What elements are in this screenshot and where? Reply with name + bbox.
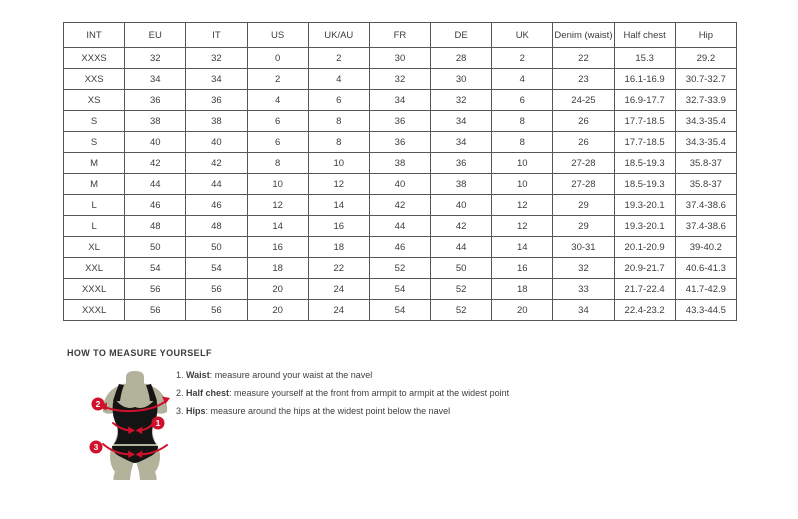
table-cell: 14	[308, 195, 369, 216]
hips-marker-number: 3	[93, 442, 99, 452]
table-cell: 56	[125, 300, 186, 321]
table-cell: 39-40.2	[675, 237, 736, 258]
table-cell: M	[64, 153, 125, 174]
table-row	[64, 237, 737, 258]
table-cell: 56	[125, 279, 186, 300]
table-cell: 32.7-33.9	[675, 90, 736, 111]
table-cell: 22.4-23.2	[614, 300, 675, 321]
table-cell: 8	[492, 132, 553, 153]
table-cell: 10	[492, 174, 553, 195]
table-cell: 8	[308, 132, 369, 153]
table-cell: 32	[369, 69, 430, 90]
table-cell: 44	[431, 237, 492, 258]
table-cell: 50	[186, 237, 247, 258]
table-cell: 34	[431, 111, 492, 132]
table-cell: 8	[308, 111, 369, 132]
table-cell: 2	[247, 69, 308, 90]
table-cell: 33	[553, 279, 614, 300]
table-cell: 30.7-32.7	[675, 69, 736, 90]
table-cell: 36	[369, 111, 430, 132]
table-cell: 8	[492, 111, 553, 132]
table-cell: 18	[308, 237, 369, 258]
table-cell: 24-25	[553, 90, 614, 111]
table-cell: M	[64, 174, 125, 195]
table-cell: 24	[308, 279, 369, 300]
table-cell: 23	[553, 69, 614, 90]
table-cell: 35.8-37	[675, 174, 736, 195]
table-cell: 56	[186, 300, 247, 321]
table-cell: 18.5-19.3	[614, 174, 675, 195]
table-cell: 40.6-41.3	[675, 258, 736, 279]
column-header: INT	[64, 23, 125, 48]
table-cell: 54	[369, 279, 430, 300]
measure-instruction-item: 1. Waist: measure around your waist at the navel	[176, 370, 373, 380]
table-cell: 36	[186, 90, 247, 111]
table-cell: XXXL	[64, 279, 125, 300]
table-cell: 4	[492, 69, 553, 90]
column-header: Half chest	[614, 23, 675, 48]
table-cell: 38	[431, 174, 492, 195]
table-cell: 48	[186, 216, 247, 237]
column-header: DE	[431, 23, 492, 48]
table-cell: 46	[369, 237, 430, 258]
table-cell: 37.4-38.6	[675, 216, 736, 237]
table-cell: 36	[369, 132, 430, 153]
table-cell: 30	[431, 69, 492, 90]
table-cell: 52	[369, 258, 430, 279]
table-cell: S	[64, 111, 125, 132]
table-cell: 20	[492, 300, 553, 321]
table-cell: XXXL	[64, 300, 125, 321]
column-header: EU	[125, 23, 186, 48]
table-cell: 12	[492, 195, 553, 216]
table-cell: 34	[431, 132, 492, 153]
table-row	[64, 48, 737, 69]
table-cell: 22	[553, 48, 614, 69]
table-cell: 29	[553, 216, 614, 237]
table-cell: 46	[186, 195, 247, 216]
table-cell: 16	[492, 258, 553, 279]
table-cell: 50	[125, 237, 186, 258]
table-row	[64, 90, 737, 111]
table-cell: 12	[247, 195, 308, 216]
size-chart-header	[64, 23, 737, 48]
table-cell: 26	[553, 132, 614, 153]
table-cell: 17.7-18.5	[614, 111, 675, 132]
table-row	[64, 300, 737, 321]
table-cell: 44	[369, 216, 430, 237]
column-header: UK	[492, 23, 553, 48]
table-row	[64, 111, 737, 132]
table-cell: XS	[64, 90, 125, 111]
table-cell: 20.9-21.7	[614, 258, 675, 279]
table-cell: 30-31	[553, 237, 614, 258]
table-cell: XXXS	[64, 48, 125, 69]
table-cell: 54	[369, 300, 430, 321]
table-cell: 52	[431, 279, 492, 300]
table-cell: 44	[125, 174, 186, 195]
table-cell: 2	[492, 48, 553, 69]
table-cell: 34	[186, 69, 247, 90]
table-cell: 24	[308, 300, 369, 321]
table-cell: 56	[186, 279, 247, 300]
table-cell: 34	[125, 69, 186, 90]
table-cell: 12	[308, 174, 369, 195]
table-cell: 19.3-20.1	[614, 216, 675, 237]
table-cell: 12	[492, 216, 553, 237]
table-row	[64, 279, 737, 300]
size-chart-table	[63, 22, 737, 321]
size-chart-body	[64, 48, 737, 321]
column-header: IT	[186, 23, 247, 48]
table-cell: 16	[247, 237, 308, 258]
table-row	[64, 216, 737, 237]
measure-section-title: HOW TO MEASURE YOURSELF	[67, 348, 212, 358]
table-cell: 32	[431, 90, 492, 111]
measure-instruction-label: Hips	[186, 406, 206, 416]
table-cell: 2	[308, 48, 369, 69]
table-cell: 43.3-44.5	[675, 300, 736, 321]
measure-instruction-label: Waist	[186, 370, 210, 380]
measure-instruction-label: Half chest	[186, 388, 230, 398]
table-row	[64, 132, 737, 153]
table-cell: 20	[247, 279, 308, 300]
measure-instructions-list	[176, 366, 509, 420]
table-cell: 4	[247, 90, 308, 111]
table-cell: 10	[247, 174, 308, 195]
table-cell: 32	[553, 258, 614, 279]
table-cell: 32	[186, 48, 247, 69]
table-row	[64, 174, 737, 195]
table-cell: 14	[492, 237, 553, 258]
table-cell: 15.3	[614, 48, 675, 69]
table-cell: 6	[247, 132, 308, 153]
table-cell: 42	[186, 153, 247, 174]
table-cell: 41.7-42.9	[675, 279, 736, 300]
table-row	[64, 69, 737, 90]
table-cell: 52	[431, 300, 492, 321]
table-cell: 40	[186, 132, 247, 153]
table-cell: 19.3-20.1	[614, 195, 675, 216]
column-header: Denim (waist)	[553, 23, 614, 48]
table-cell: 27-28	[553, 174, 614, 195]
table-cell: 16.9-17.7	[614, 90, 675, 111]
table-cell: L	[64, 195, 125, 216]
header-row	[64, 23, 737, 48]
table-cell: 27-28	[553, 153, 614, 174]
table-cell: 34.3-35.4	[675, 132, 736, 153]
table-cell: 36	[431, 153, 492, 174]
table-cell: 16	[308, 216, 369, 237]
table-cell: 32	[125, 48, 186, 69]
table-cell: 10	[492, 153, 553, 174]
table-cell: 6	[492, 90, 553, 111]
column-header: FR	[369, 23, 430, 48]
table-row	[64, 195, 737, 216]
table-cell: 34.3-35.4	[675, 111, 736, 132]
table-cell: 36	[125, 90, 186, 111]
table-cell: 40	[369, 174, 430, 195]
table-cell: XXL	[64, 258, 125, 279]
measure-instruction-item: 3. Hips: measure around the hips at the widest point below the navel	[176, 406, 451, 416]
table-cell: 38	[369, 153, 430, 174]
table-cell: 18.5-19.3	[614, 153, 675, 174]
table-cell: 29	[553, 195, 614, 216]
table-cell: 18	[247, 258, 308, 279]
table-cell: 40	[125, 132, 186, 153]
table-cell: 6	[308, 90, 369, 111]
table-cell: 0	[247, 48, 308, 69]
table-cell: 37.4-38.6	[675, 195, 736, 216]
table-cell: 10	[308, 153, 369, 174]
table-cell: 34	[553, 300, 614, 321]
waist-marker-number: 1	[155, 418, 161, 428]
table-cell: 21.7-22.4	[614, 279, 675, 300]
table-cell: 22	[308, 258, 369, 279]
table-cell: 42	[125, 153, 186, 174]
table-cell: XXS	[64, 69, 125, 90]
chest-marker-number: 2	[95, 399, 101, 409]
table-cell: 40	[431, 195, 492, 216]
table-row	[64, 153, 737, 174]
table-cell: 50	[431, 258, 492, 279]
table-cell: 34	[369, 90, 430, 111]
table-cell: 6	[247, 111, 308, 132]
table-cell: 14	[247, 216, 308, 237]
table-cell: 4	[308, 69, 369, 90]
table-cell: 20	[247, 300, 308, 321]
table-cell: 35.8-37	[675, 153, 736, 174]
table-cell: 48	[125, 216, 186, 237]
table-cell: 30	[369, 48, 430, 69]
table-cell: 54	[186, 258, 247, 279]
table-cell: 38	[125, 111, 186, 132]
table-cell: 20.1-20.9	[614, 237, 675, 258]
table-cell: 42	[369, 195, 430, 216]
measure-instruction-item: 2. Half chest: measure yourself at the front from armpit to armpit at the widest point	[176, 388, 510, 398]
measurement-figure-illustration	[86, 369, 172, 482]
table-cell: 8	[247, 153, 308, 174]
table-cell: 28	[431, 48, 492, 69]
table-cell: S	[64, 132, 125, 153]
table-cell: 42	[431, 216, 492, 237]
table-cell: 38	[186, 111, 247, 132]
column-header: Hip	[675, 23, 736, 48]
table-cell: 46	[125, 195, 186, 216]
table-cell: L	[64, 216, 125, 237]
column-header: US	[247, 23, 308, 48]
table-cell: 54	[125, 258, 186, 279]
table-cell: 26	[553, 111, 614, 132]
table-cell: XL	[64, 237, 125, 258]
table-cell: 29.2	[675, 48, 736, 69]
column-header: UK/AU	[308, 23, 369, 48]
table-row	[64, 258, 737, 279]
table-cell: 18	[492, 279, 553, 300]
table-cell: 44	[186, 174, 247, 195]
table-cell: 16.1-16.9	[614, 69, 675, 90]
table-cell: 17.7-18.5	[614, 132, 675, 153]
